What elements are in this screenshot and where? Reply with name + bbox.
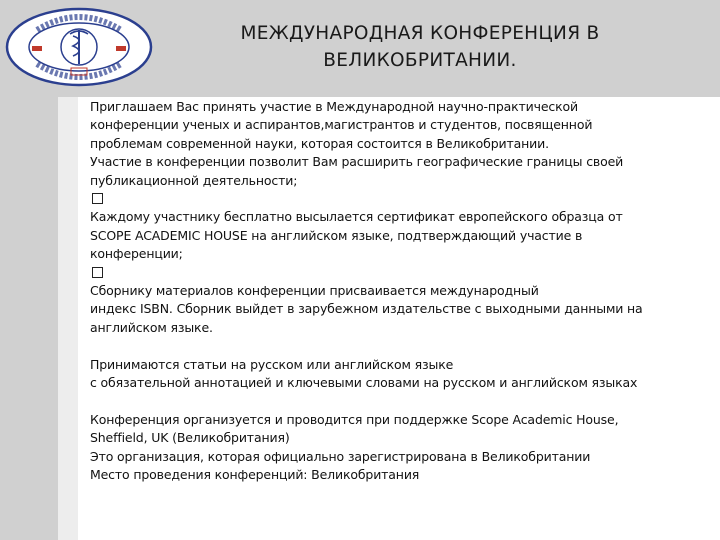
- text-line: Сборнику материалов конференции присваивается международный: [90, 283, 539, 299]
- checkbox-icon: [92, 267, 103, 278]
- text-line: публикационной деятельности;: [90, 172, 298, 188]
- text-line: Это организация, которая официально зарегистрирована в Великобритании: [90, 448, 591, 464]
- bullet-checkbox: [90, 190, 715, 208]
- text-line: Sheffield, UK (Великобритания): [90, 430, 290, 446]
- title-line-1: МЕЖДУНАРОДНАЯ КОНФЕРЕНЦИЯ В: [240, 23, 600, 44]
- text-line: конференции;: [90, 246, 183, 262]
- text-line: Конференция организуется и проводится при поддержке Scope Academic House,: [90, 411, 619, 427]
- spacer: [90, 337, 715, 355]
- text-line: Каждому участнику бесплатно высылается сертификат европейского образца от: [90, 209, 623, 225]
- spacer: [90, 392, 715, 410]
- text-line: английском языке.: [90, 319, 213, 335]
- bullet-checkbox: [90, 264, 715, 282]
- text-line: конференции ученых и аспирантов,магистрантов и студентов, посвященной: [90, 117, 593, 133]
- content-body: [90, 98, 715, 485]
- text-line: Место проведения конференций: Великобритания: [90, 467, 420, 483]
- text-line: Приглашаем Вас принять участие в Международной научно-практической: [90, 99, 579, 114]
- left-sidebar-band: [0, 97, 58, 540]
- text-line: индекс ISBN. Сборник выйдет в зарубежном издательстве с выходными данными на: [90, 301, 643, 317]
- university-logo: [4, 6, 154, 88]
- text-line: SCOPE ACADEMIC HOUSE на английском языке, подтверждающий участие в: [90, 227, 583, 243]
- text-line: Принимаются статьи на русском или английском языке: [90, 356, 454, 372]
- text-line: проблемам современной науки, которая состоится в Великобритании.: [90, 135, 549, 151]
- page-title: [200, 20, 640, 74]
- text-line: с обязательной аннотацией и ключевыми словами на русском и английском языках: [90, 375, 638, 391]
- title-line-2: ВЕЛИКОБРИТАНИИ.: [323, 50, 517, 71]
- text-line: Участие в конференции позволит Вам расширить географические границы своей: [90, 154, 624, 170]
- left-sidebar-stripe: [58, 97, 78, 540]
- checkbox-icon: [92, 193, 103, 204]
